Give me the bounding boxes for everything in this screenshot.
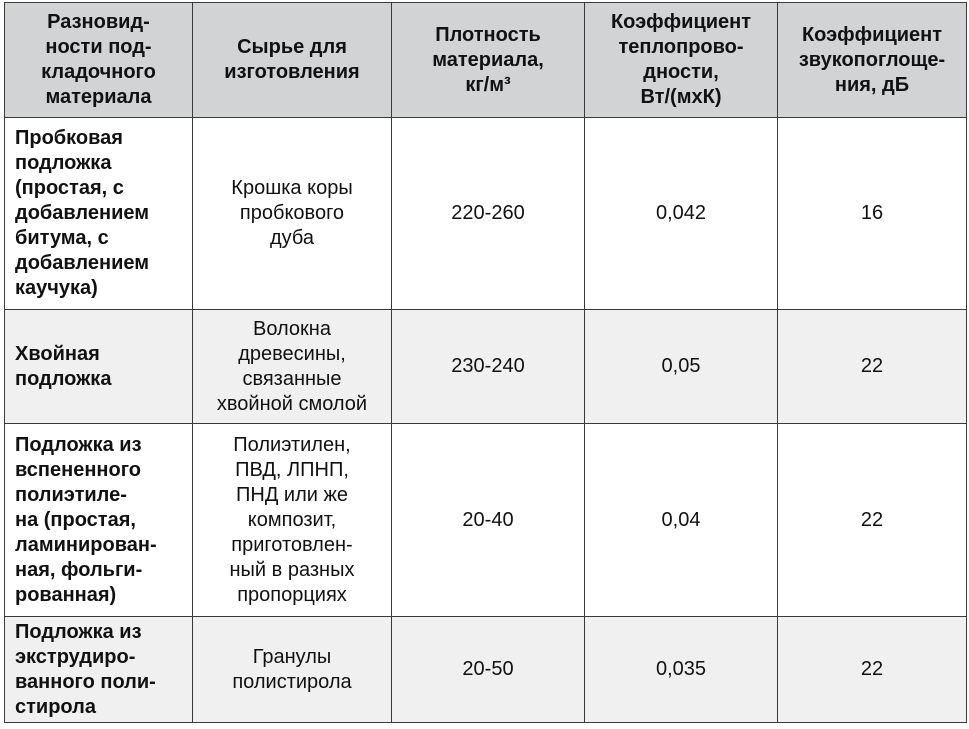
header-cell-density: Плотность материала, кг/м³ bbox=[392, 3, 585, 118]
header-row bbox=[5, 3, 967, 118]
cell-type: Хвойная подложка bbox=[5, 310, 193, 424]
header-cell-thermal-conductivity: Коэффициент теплопрово- дности, Вт/(мхК) bbox=[585, 3, 778, 118]
header-cell-raw-material: Сырье для изготовления bbox=[193, 3, 392, 118]
cell-raw-material: Гранулы полистирола bbox=[193, 617, 392, 723]
table-row bbox=[5, 118, 967, 310]
table-header bbox=[5, 3, 967, 118]
header-cell-sound-absorption: Коэффициент звукопоглоще- ния, дБ bbox=[778, 3, 967, 118]
cell-type: Подложка из экструдиро- ванного поли- стирола bbox=[5, 617, 193, 723]
cell-density: 230-240 bbox=[392, 310, 585, 424]
underlay-comparison-table bbox=[4, 2, 967, 723]
cell-thermal-conductivity: 0,035 bbox=[585, 617, 778, 723]
table-row bbox=[5, 424, 967, 617]
cell-sound-absorption: 16 bbox=[778, 118, 967, 310]
cell-density: 20-50 bbox=[392, 617, 585, 723]
table-row bbox=[5, 617, 967, 723]
cell-raw-material: Крошка коры пробкового дуба bbox=[193, 118, 392, 310]
table-row bbox=[5, 310, 967, 424]
cell-sound-absorption: 22 bbox=[778, 424, 967, 617]
cell-thermal-conductivity: 0,05 bbox=[585, 310, 778, 424]
header-cell-type: Разновид- ности под- кладочного материала bbox=[5, 3, 193, 118]
cell-sound-absorption: 22 bbox=[778, 310, 967, 424]
cell-thermal-conductivity: 0,04 bbox=[585, 424, 778, 617]
cell-sound-absorption: 22 bbox=[778, 617, 967, 723]
cell-raw-material: Волокна древесины, связанные хвойной смолой bbox=[193, 310, 392, 424]
cell-type: Подложка из вспененного полиэтиле- на (простая, ламинирован- ная, фольги- рованная) bbox=[5, 424, 193, 617]
cell-density: 220-260 bbox=[392, 118, 585, 310]
table-body bbox=[5, 118, 967, 723]
cell-type: Пробковая подложка (простая, с добавлением битума, с добавлением каучука) bbox=[5, 118, 193, 310]
cell-thermal-conductivity: 0,042 bbox=[585, 118, 778, 310]
cell-raw-material: Полиэтилен, ПВД, ЛПНП, ПНД или же композит, приготовлен- ный в разных пропорциях bbox=[193, 424, 392, 617]
cell-density: 20-40 bbox=[392, 424, 585, 617]
